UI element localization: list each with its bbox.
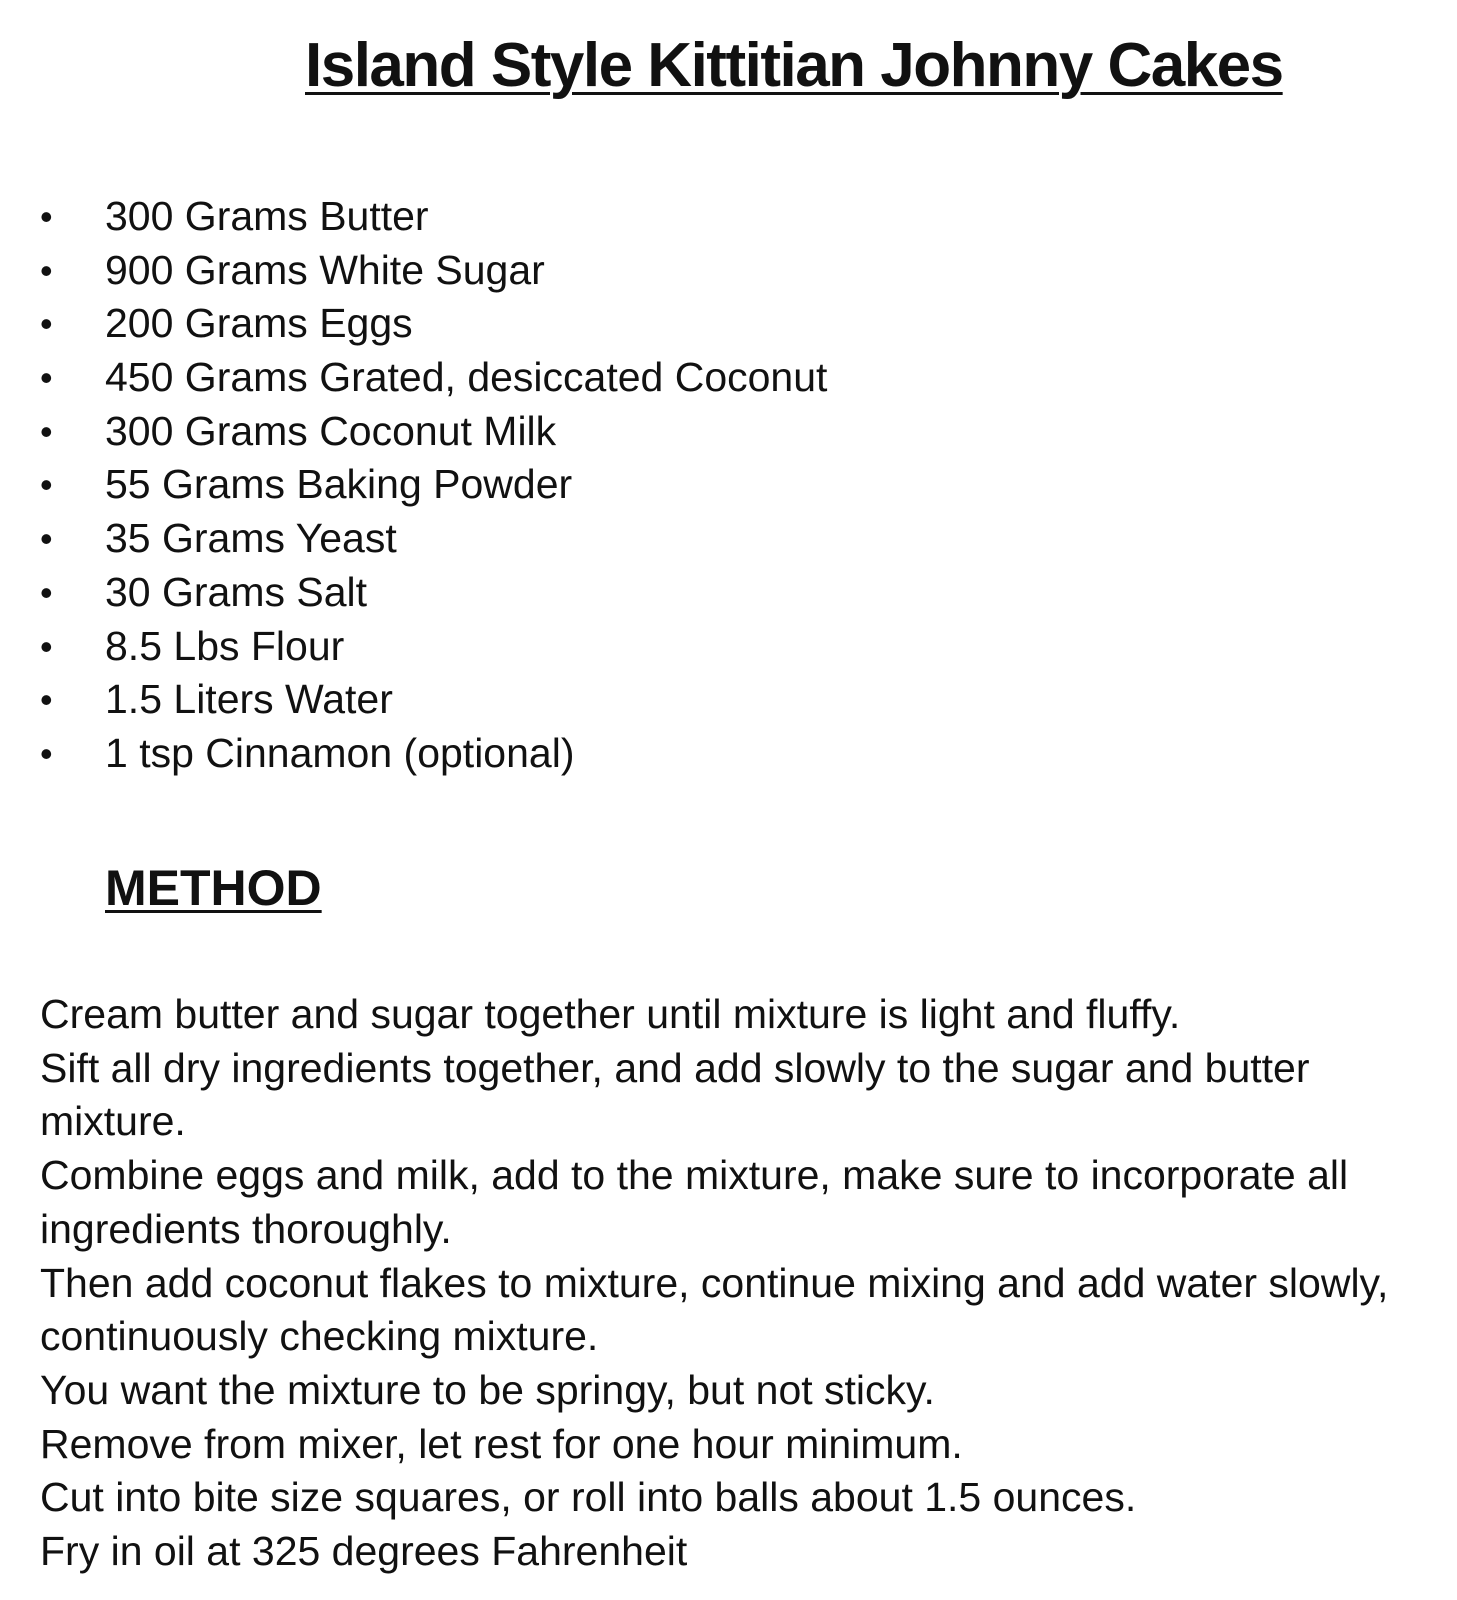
ingredient-text: 200 Grams Eggs bbox=[105, 300, 413, 347]
method-step: Cut into bite size squares, or roll into balls about 1.5 ounces. bbox=[40, 1474, 1137, 1521]
bullet-icon: • bbox=[40, 249, 53, 291]
bullet-icon: • bbox=[40, 410, 53, 452]
bullet-icon: • bbox=[40, 303, 53, 345]
ingredient-text: 1.5 Liters Water bbox=[105, 676, 393, 723]
method-step: Fry in oil at 325 degrees Fahrenheit bbox=[40, 1528, 688, 1575]
bullet-icon: • bbox=[40, 679, 53, 721]
bullet-icon: • bbox=[40, 464, 53, 506]
ingredient-text: 300 Grams Butter bbox=[105, 193, 429, 239]
bullet-icon: • bbox=[40, 357, 53, 399]
bullet-icon: • bbox=[40, 196, 53, 237]
method-step: Cream butter and sugar together until mixture is light and fluffy. bbox=[40, 991, 1181, 1037]
ingredient-text: 900 Grams White Sugar bbox=[105, 246, 545, 293]
method-instructions bbox=[40, 988, 1430, 1579]
method-step: Then add coconut flakes to mixture, continue mixing and add water slowly, continuously checking mixture. bbox=[40, 1259, 1389, 1360]
ingredient-text: 1 tsp Cinnamon (optional) bbox=[105, 729, 575, 776]
bullet-icon: • bbox=[40, 625, 53, 667]
ingredient-text: 30 Grams Salt bbox=[105, 568, 368, 615]
ingredient-text: 55 Grams Baking Powder bbox=[105, 461, 573, 508]
ingredient-text: 35 Grams Yeast bbox=[105, 515, 397, 562]
method-heading: METHOD bbox=[105, 860, 322, 916]
method-step: Remove from mixer, let rest for one hour minimum. bbox=[40, 1420, 963, 1467]
ingredient-text: 8.5 Lbs Flour bbox=[105, 622, 345, 669]
method-step: You want the mixture to be springy, but not sticky. bbox=[40, 1366, 935, 1413]
ingredient-text: 450 Grams Grated, desiccated Coconut bbox=[105, 354, 828, 401]
bullet-icon: • bbox=[40, 571, 53, 613]
bullet-icon: • bbox=[40, 732, 53, 774]
ingredient-text: 300 Grams Coconut Milk bbox=[105, 407, 557, 454]
recipe-title: Island Style Kittitian Johnny Cakes bbox=[305, 31, 1283, 100]
method-step: Sift all dry ingredients together, and add slowly to the sugar and butter mixture. bbox=[40, 1044, 1310, 1145]
method-step: Combine eggs and milk, add to the mixture, make sure to incorporate all ingredients thoroughly. bbox=[40, 1152, 1349, 1252]
bullet-icon: • bbox=[40, 518, 53, 560]
